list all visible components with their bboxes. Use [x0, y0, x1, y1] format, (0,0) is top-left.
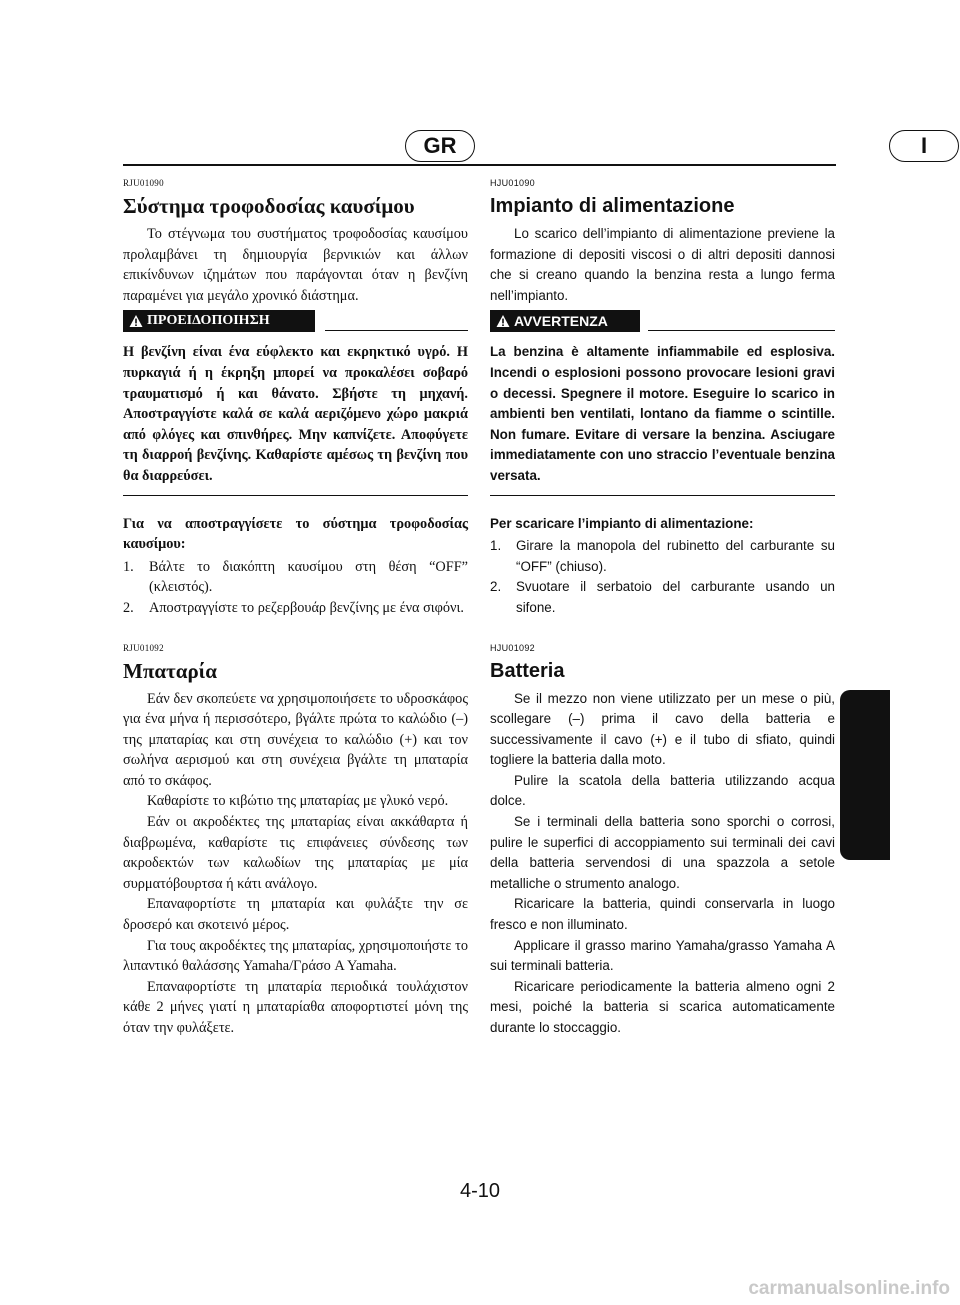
warning-end-rule — [490, 495, 835, 496]
paragraph: Επαναφορτίστε τη μπαταρία περιοδικά τουλάχιστον κάθε 2 μήνες γιατί η μπαταρίαθα αποφορτιστεί μόνη της όταν την φυλάξετε. — [123, 978, 468, 1036]
warning-triangle-icon — [129, 314, 143, 328]
paragraph: Καθαρίστε το κιβώτιο της μπαταρίας με γλυκό νερό. — [147, 793, 449, 810]
paragraph: Pulire la scatola della batteria utilizzando acqua dolce. — [490, 772, 835, 809]
warning-badge — [490, 310, 640, 332]
warning-label: AVVERTENZA — [514, 313, 608, 330]
section-title-battery: Μπαταρία — [123, 658, 217, 683]
list-item: 1. Girare la manopola del rubinetto del carburante su “OFF” (chiuso). — [490, 538, 835, 574]
section-code: RJU01092 — [123, 642, 164, 653]
italian-column — [490, 178, 835, 1039]
paragraph: Se i terminali della batteria sono sporchi o corrosi, pulire le superfici di accoppiamento sui terminali dei cavi della batteria servendosi di una spazzola a setole metalliche o strumento analogo. — [490, 814, 835, 891]
warning-label: ΠΡΟΕΙΔΟΠΟΙΗΣΗ — [147, 313, 270, 329]
warning-triangle-icon — [496, 314, 510, 328]
procedure-title: Για να αποστραγγίσετε το σύστημα τροφοδοσίας καυσίμου: — [123, 515, 468, 553]
chapter-thumb-tab — [840, 690, 890, 860]
warning-text: Η βενζίνη είναι ένα εύφλεκτο και εκρηκτικό υγρό. Η πυρκαγιά ή η έκρηξη μπορεί να προκαλέσει σοβαρό τραυματισμό ή και θάνατο. Σβήστε τη μηχανή. Αποστραγγίστε καλά σε καλά αεριζόμενο χώρο μακριά από φλόγες και σπινθήρες. Μην καπνίζετε. Αποφύγετε τη διαρροή βενζίνης. Καθαρίστε αμέσως τη βενζίνη που θα διαρρεύσει. — [123, 344, 468, 484]
greek-column — [123, 178, 468, 1039]
procedure-steps — [123, 557, 468, 619]
warning-end-rule — [123, 495, 468, 496]
paragraph: Ricaricare periodicamente la batteria almeno ogni 2 mesi, poiché la batteria si scarica automaticamente durante lo stoccaggio. — [490, 978, 835, 1035]
watermark: carmanualsonline.info — [748, 1278, 950, 1299]
paragraph: Εάν οι ακροδέκτες της μπαταρίας είναι ακκάθαρτα ή διαβρωμένα, καθαρίστε τις επιφάνειες σύνδεσης των ακροδεκτών των καλωδίων της μπαταρίας με μία συρματόβουρτσα ή κάτι ανάλογο. — [123, 814, 468, 892]
header-rule — [123, 164, 836, 166]
paragraph: Εάν δεν σκοπεύετε να χρησιμοποιήσετε το υδροσκάφος για ένα μήνα ή περισσότερο, βγάλτε πρώτα το καλώδιο (–) της μπαταρίας και στη συνέχεια το καλώδιο (+) και τον σωλήνα αερισμού και στη συνέχεια βγάλτε τη μπαταρία από το σκάφος. — [123, 690, 468, 789]
section-code: HJU01090 — [490, 178, 535, 188]
paragraph: Applicare il grasso marino Yamaha/grasso Yamaha A sui terminali batteria. — [490, 937, 835, 974]
warning-header — [123, 308, 468, 336]
warning-rule — [648, 330, 835, 331]
list-item: 2. Αποστραγγίστε το ρεζερβουάρ βενζίνης με ένα σιφόνι. — [123, 599, 464, 616]
section-title-battery: Batteria — [490, 659, 565, 682]
procedure-title: Per scaricare l’impianto di alimentazione: — [490, 515, 754, 531]
fuel-intro: Lo scarico dell’impianto di alimentazione previene la formazione di depositi viscosi o di altri depositi dannosi che si creano quando la benzina resta a lungo ferma nell’impianto. — [490, 226, 835, 303]
warning-text: La benzina è altamente infiammabile ed esplosiva. Incendi o esplosioni possono provocare lesioni gravi o decessi. Spegnere il motore. Eseguire lo scarico in ambienti ben ventilati, lontano da fiamme o scintille. Non fumare. Evitare di versare la benzina. Asciugare immediatamente con uno straccio l’eventuale benzina versata. — [490, 344, 835, 483]
language-tab-gr: GR — [405, 130, 475, 162]
warning-rule — [325, 330, 468, 331]
page-number: 4-10 — [459, 1180, 501, 1202]
warning-header — [490, 308, 835, 336]
paragraph: Για τους ακροδέκτες της μπαταρίας, χρησιμοποιήστε το λιπαντικό θαλάσσης Yamaha/Γράσο A Yamaha. — [123, 937, 468, 975]
section-title-fuel-system: Impianto di alimentazione — [490, 195, 735, 217]
section-code: RJU01090 — [123, 178, 164, 188]
paragraph: Ricaricare la batteria, quindi conservarla in luogo fresco e non illuminato. — [490, 896, 835, 933]
language-tab-i: I — [889, 130, 959, 162]
paragraph: Se il mezzo non viene utilizzato per un mese o più, scollegare (–) prima il cavo della batteria e successivamente il cavo (+) e il tubo di sfiato, quindi togliere la batteria dalla moto. — [490, 690, 835, 768]
warning-badge — [123, 310, 315, 332]
list-item: 2. Svuotare il serbatoio del carburante usando un sifone. — [490, 579, 835, 615]
fuel-intro: Το στέγνωμα του συστήματος τροφοδοσίας καυσίμου προλαμβάνει τη δημιουργία βερνικιών και άλλων επικίνδυνων ιζημάτων που παράγονται όταν η βενζίνη παραμένει για μεγάλο χρονικό διάστημα. — [123, 226, 468, 304]
procedure-steps — [490, 536, 835, 618]
paragraph: Επαναφορτίστε τη μπαταρία και φυλάξτε την σε δροσερό και σκοτεινό μέρος. — [123, 896, 468, 934]
list-item: 1. Βάλτε το διακόπτη καυσίμου στη θέση “OFF” (κλειστός). — [123, 558, 468, 596]
section-title-fuel-system: Σύστημα τροφοδοσίας καυσίμου — [123, 194, 415, 218]
section-code: HJU01092 — [490, 642, 535, 653]
